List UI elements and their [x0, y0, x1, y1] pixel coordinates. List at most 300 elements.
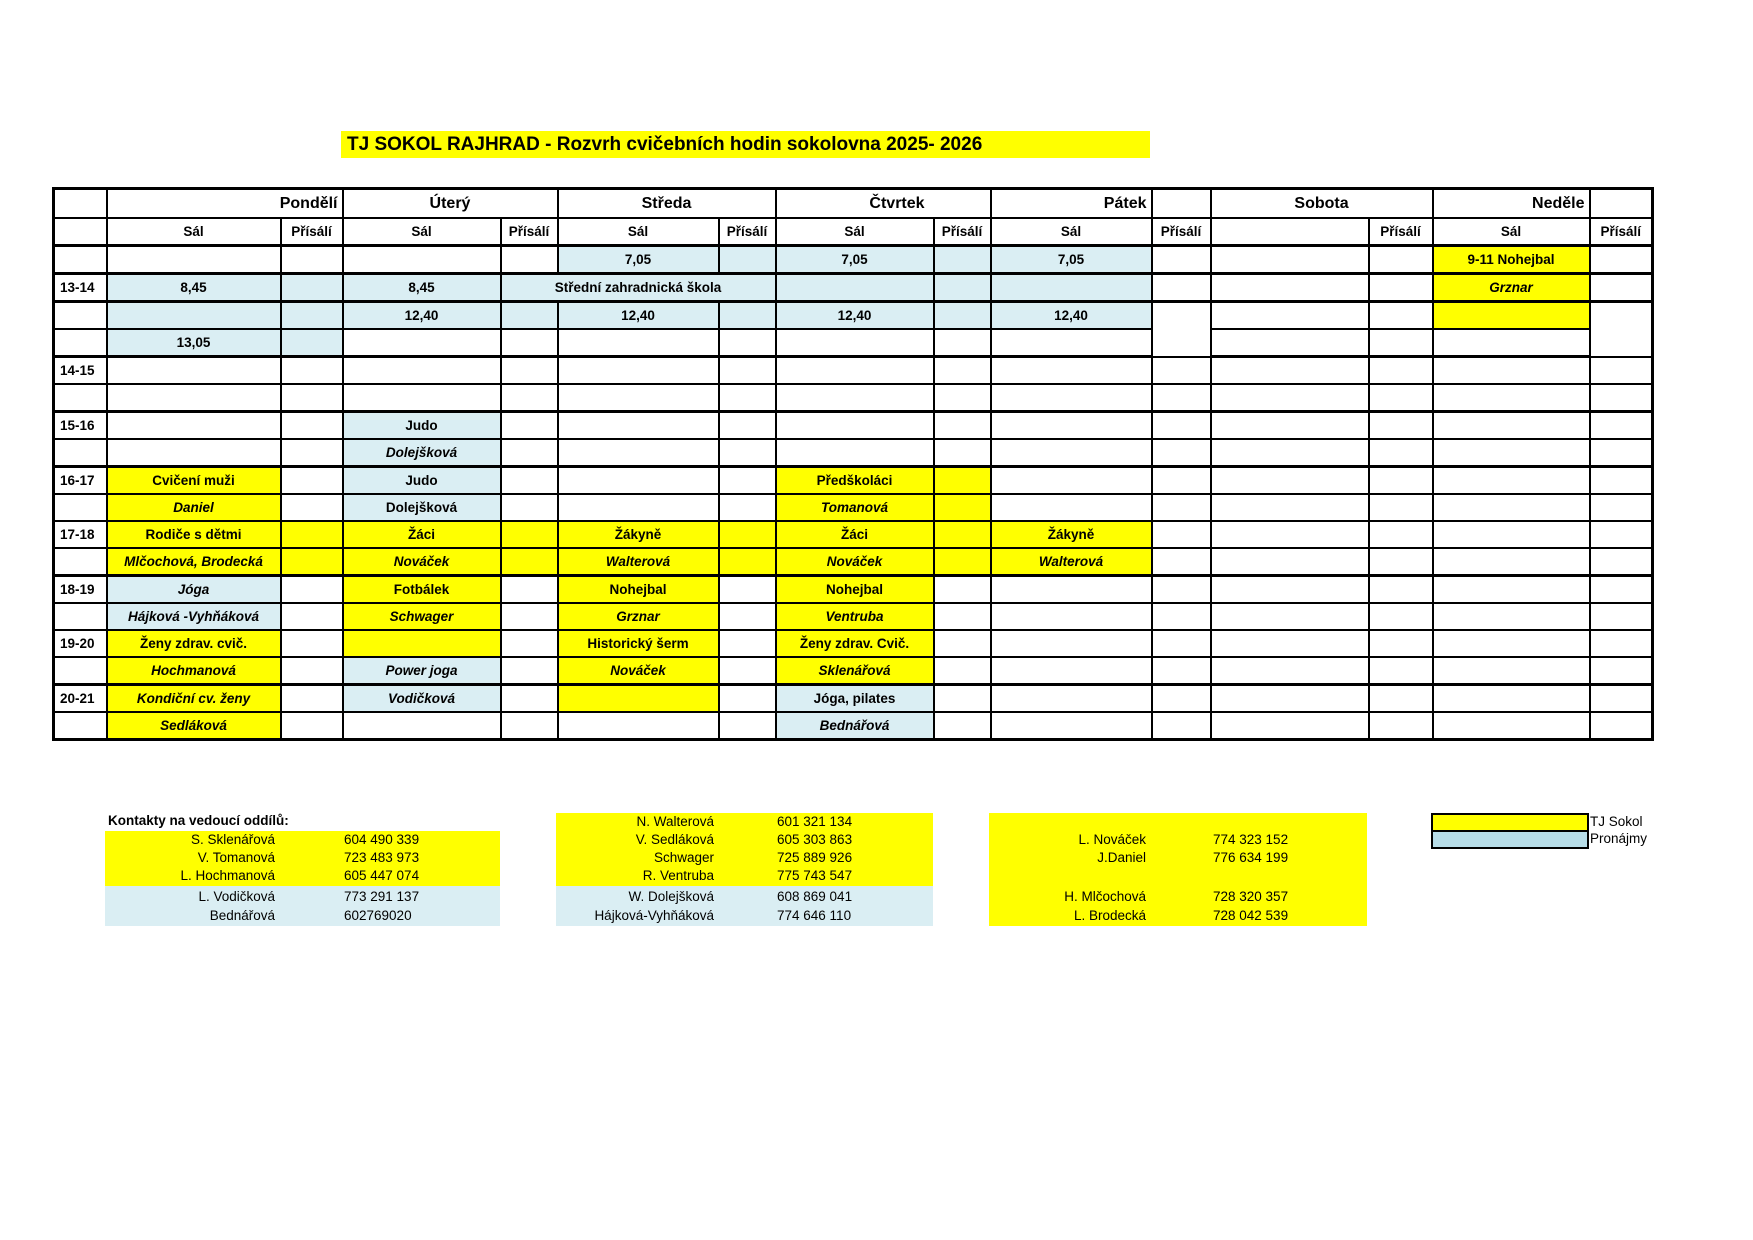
schedule-table — [52, 187, 1654, 741]
schedule-cell — [1211, 521, 1369, 548]
schedule-row — [54, 494, 1653, 521]
schedule-cell — [558, 384, 719, 412]
schedule-cell — [1433, 329, 1590, 357]
schedule-cell — [1211, 439, 1369, 467]
schedule-cell — [934, 603, 991, 630]
contact-phone: 604 490 339 — [344, 832, 420, 847]
schedule-entry: Žáci — [343, 521, 501, 548]
schedule-cell — [991, 657, 1152, 685]
schedule-cell — [558, 467, 719, 495]
schedule-entry: Rodiče s dětmi — [107, 521, 281, 548]
schedule-cell — [281, 357, 343, 385]
schedule-cell — [934, 302, 991, 330]
subheader-sal: Sál — [558, 218, 719, 246]
schedule-cell — [719, 521, 776, 548]
schedule-cell — [1211, 274, 1369, 302]
contact-phone: 725 889 926 — [777, 850, 853, 865]
schedule-entry: Jóga — [107, 576, 281, 604]
schedule-entry: Ženy zdrav. cvič. — [107, 630, 281, 657]
schedule-cell — [1433, 302, 1590, 330]
schedule-entry: Grznar — [1433, 274, 1590, 302]
schedule-cell — [1211, 712, 1369, 740]
schedule-row — [54, 412, 1653, 440]
schedule-cell — [1590, 494, 1653, 521]
schedule-cell — [281, 246, 343, 274]
legend-swatch-pronajmy — [1431, 830, 1589, 849]
schedule-cell — [719, 246, 776, 274]
schedule-cell — [991, 412, 1152, 440]
schedule-cell — [1590, 630, 1653, 657]
contact-phone: 775 743 547 — [777, 868, 853, 883]
schedule-entry: Kondiční cv. ženy — [107, 685, 281, 713]
contact-name: L. Vodičková — [198, 889, 275, 904]
schedule-cell — [719, 302, 776, 330]
schedule-entry: 7,05 — [991, 246, 1152, 274]
schedule-cell — [1152, 521, 1211, 548]
schedule-cell — [1433, 657, 1590, 685]
schedule-cell — [501, 712, 558, 740]
subheader-sal: Sál — [1433, 218, 1590, 246]
schedule-cell — [719, 630, 776, 657]
schedule-cell — [719, 412, 776, 440]
contact-name: V. Tomanová — [197, 850, 275, 865]
schedule-entry: Tomanová — [776, 494, 934, 521]
schedule-cell — [1211, 603, 1369, 630]
schedule-entry: 7,05 — [558, 246, 719, 274]
schedule-cell — [501, 467, 558, 495]
schedule-cell — [934, 329, 991, 357]
schedule-cell — [501, 548, 558, 576]
schedule-cell — [1369, 384, 1433, 412]
schedule-cell — [501, 384, 558, 412]
schedule-cell — [281, 685, 343, 713]
schedule-cell — [719, 576, 776, 604]
schedule-cell — [281, 412, 343, 440]
legend-label-tj-sokol: TJ Sokol — [1590, 814, 1643, 829]
schedule-entry: Nováček — [343, 548, 501, 576]
day-header-blank — [1590, 189, 1653, 219]
schedule-row — [54, 357, 1653, 385]
schedule-entry: Fotbálek — [343, 576, 501, 604]
contact-phone: 773 291 137 — [344, 889, 420, 904]
schedule-cell — [1211, 384, 1369, 412]
schedule-cell — [1590, 357, 1653, 385]
schedule-entry: 12,40 — [558, 302, 719, 330]
schedule-cell — [281, 576, 343, 604]
schedule-cell — [934, 246, 991, 274]
schedule-cell — [1152, 302, 1211, 357]
schedule-entry: Hájková -Vyhňáková — [107, 603, 281, 630]
schedule-cell — [1369, 494, 1433, 521]
schedule-cell — [991, 576, 1152, 604]
schedule-cell — [501, 657, 558, 685]
schedule-cell — [1433, 384, 1590, 412]
schedule-cell — [1152, 657, 1211, 685]
schedule-cell — [1590, 412, 1653, 440]
schedule-cell — [1211, 548, 1369, 576]
schedule-cell — [776, 439, 934, 467]
schedule-entry: Walterová — [991, 548, 1152, 576]
schedule-cell — [934, 384, 991, 412]
subheader-sal: Sál — [343, 218, 501, 246]
schedule-cell — [501, 329, 558, 357]
schedule-cell — [934, 712, 991, 740]
schedule-cell — [343, 384, 501, 412]
schedule-entry: 12,40 — [343, 302, 501, 330]
schedule-row — [54, 467, 1653, 495]
legend-label-pronajmy: Pronájmy — [1590, 831, 1648, 846]
schedule-cell — [1590, 246, 1653, 274]
schedule-cell — [991, 329, 1152, 357]
subheader-prisali: Přísálí — [719, 218, 776, 246]
contact-phone: 605 447 074 — [344, 868, 420, 883]
subheader-prisali: Přísálí — [1590, 218, 1653, 246]
day-header-saturday: Sobota — [1211, 189, 1433, 219]
schedule-cell — [281, 302, 343, 330]
schedule-row — [54, 384, 1653, 412]
day-header-sunday: Neděle — [1433, 189, 1590, 219]
schedule-cell — [1152, 246, 1211, 274]
schedule-cell — [1369, 548, 1433, 576]
day-header-blank — [1152, 189, 1211, 219]
schedule-cell — [1152, 357, 1211, 385]
schedule-cell — [934, 657, 991, 685]
schedule-cell — [991, 712, 1152, 740]
schedule-row — [54, 685, 1653, 713]
day-header-wednesday: Středa — [558, 189, 776, 219]
schedule-cell — [1590, 548, 1653, 576]
time-slot-label: 18-19 — [54, 576, 107, 604]
schedule-cell — [1211, 630, 1369, 657]
schedule-cell — [719, 384, 776, 412]
schedule-cell — [281, 657, 343, 685]
schedule-cell — [1211, 302, 1369, 330]
subheader-prisali: Přísálí — [1369, 218, 1433, 246]
schedule-cell — [558, 712, 719, 740]
contacts-group1-rent-bg — [105, 886, 500, 926]
contact-name: H. Mlčochová — [1064, 889, 1146, 904]
corner-cell — [54, 189, 107, 219]
schedule-cell — [281, 274, 343, 302]
schedule-cell — [281, 521, 343, 548]
schedule-entry: 12,40 — [991, 302, 1152, 330]
schedule-cell — [1211, 657, 1369, 685]
schedule-cell — [1433, 521, 1590, 548]
schedule-entry: 12,40 — [776, 302, 934, 330]
schedule-cell — [54, 302, 107, 330]
contact-name: W. Dolejšková — [628, 889, 714, 904]
schedule-entry: Power joga — [343, 657, 501, 685]
schedule-cell — [558, 329, 719, 357]
schedule-cell — [558, 685, 719, 713]
schedule-entry: Daniel — [107, 494, 281, 521]
contact-name: L. Brodecká — [1073, 908, 1146, 923]
contact-phone: 608 869 041 — [777, 889, 853, 904]
schedule-cell — [1433, 603, 1590, 630]
schedule-cell — [343, 246, 501, 274]
schedule-cell — [1152, 712, 1211, 740]
schedule-cell — [558, 439, 719, 467]
contact-name: N. Walterová — [636, 814, 714, 829]
contact-name: S. Sklenářová — [190, 832, 275, 847]
contact-name: L. Nováček — [1078, 832, 1146, 847]
schedule-cell — [1369, 246, 1433, 274]
schedule-cell — [719, 685, 776, 713]
schedule-cell — [1152, 494, 1211, 521]
schedule-cell — [1369, 685, 1433, 713]
schedule-entry: Sedláková — [107, 712, 281, 740]
schedule-cell — [558, 357, 719, 385]
schedule-cell — [934, 274, 991, 302]
day-header-tuesday: Úterý — [343, 189, 558, 219]
time-slot-label: 17-18 — [54, 521, 107, 548]
schedule-cell — [991, 357, 1152, 385]
schedule-cell — [501, 521, 558, 548]
contact-phone: 601 321 134 — [777, 814, 853, 829]
schedule-cell — [1369, 274, 1433, 302]
schedule-entry: Žákyně — [991, 521, 1152, 548]
schedule-cell — [558, 412, 719, 440]
schedule-entry: Nováček — [776, 548, 934, 576]
schedule-cell — [1433, 494, 1590, 521]
schedule-cell — [107, 384, 281, 412]
schedule-cell — [934, 521, 991, 548]
schedule-cell — [1590, 467, 1653, 495]
schedule-cell — [1152, 274, 1211, 302]
schedule-entry: 7,05 — [776, 246, 934, 274]
schedule-cell — [1152, 384, 1211, 412]
subheader-prisali: Přísálí — [1152, 218, 1211, 246]
schedule-cell — [934, 439, 991, 467]
schedule-cell — [1590, 603, 1653, 630]
schedule-cell — [1211, 685, 1369, 713]
time-slot-label: 16-17 — [54, 467, 107, 495]
schedule-cell — [501, 576, 558, 604]
schedule-cell — [1369, 467, 1433, 495]
schedule-entry: Hochmanová — [107, 657, 281, 685]
schedule-cell — [1152, 439, 1211, 467]
schedule-entry: Nohejbal — [776, 576, 934, 604]
schedule-cell — [719, 357, 776, 385]
contact-phone: 774 646 110 — [777, 908, 852, 923]
contact-phone: 728 320 357 — [1213, 889, 1289, 904]
schedule-entry: Walterová — [558, 548, 719, 576]
schedule-cell — [1369, 576, 1433, 604]
schedule-cell — [501, 603, 558, 630]
schedule-cell — [501, 439, 558, 467]
contact-phone: 723 483 973 — [344, 850, 420, 865]
subheader-blank — [54, 218, 107, 246]
schedule-cell — [1152, 412, 1211, 440]
schedule-cell — [343, 357, 501, 385]
schedule-cell — [1433, 576, 1590, 604]
subheader-sal: Sál — [107, 218, 281, 246]
schedule-cell — [991, 630, 1152, 657]
time-slot-label: 20-21 — [54, 685, 107, 713]
schedule-cell — [343, 630, 501, 657]
schedule-cell — [54, 384, 107, 412]
schedule-entry: Dolejšková — [343, 494, 501, 521]
schedule-cell — [934, 685, 991, 713]
schedule-cell — [1152, 576, 1211, 604]
subheader-sal: Sál — [776, 218, 934, 246]
schedule-cell — [107, 302, 281, 330]
schedule-cell — [54, 712, 107, 740]
subheader-prisali: Přísálí — [501, 218, 558, 246]
schedule-cell — [1590, 657, 1653, 685]
schedule-cell — [719, 712, 776, 740]
schedule-cell — [1433, 412, 1590, 440]
schedule-entry: Grznar — [558, 603, 719, 630]
schedule-cell — [281, 548, 343, 576]
schedule-cell — [719, 439, 776, 467]
schedule-cell — [776, 329, 934, 357]
schedule-cell — [719, 548, 776, 576]
schedule-cell — [1590, 712, 1653, 740]
schedule-cell — [934, 467, 991, 495]
schedule-cell — [1211, 357, 1369, 385]
schedule-cell — [1369, 439, 1433, 467]
schedule-entry: Judo — [343, 412, 501, 440]
schedule-cell — [281, 384, 343, 412]
schedule-cell — [1590, 302, 1653, 357]
schedule-cell — [107, 357, 281, 385]
schedule-cell — [281, 712, 343, 740]
schedule-row — [54, 521, 1653, 548]
contact-phone: 605 303 863 — [777, 832, 853, 847]
schedule-cell — [1433, 548, 1590, 576]
schedule-entry: Ženy zdrav. Cvič. — [776, 630, 934, 657]
schedule-cell — [1152, 685, 1211, 713]
schedule-entry: 8,45 — [343, 274, 501, 302]
schedule-row — [54, 576, 1653, 604]
schedule-cell — [1152, 548, 1211, 576]
time-slot-label: 14-15 — [54, 357, 107, 385]
schedule-cell — [501, 494, 558, 521]
schedule-cell — [281, 630, 343, 657]
schedule-cell — [54, 329, 107, 357]
schedule-row — [54, 548, 1653, 576]
schedule-cell — [1433, 712, 1590, 740]
schedule-entry: Sklenářová — [776, 657, 934, 685]
schedule-cell — [1590, 576, 1653, 604]
schedule-cell — [1152, 467, 1211, 495]
schedule-entry: Judo — [343, 467, 501, 495]
schedule-entry: Mlčochová, Brodecká — [107, 548, 281, 576]
schedule-cell — [1369, 302, 1433, 330]
schedule-cell — [501, 246, 558, 274]
schedule-cell — [1369, 657, 1433, 685]
contact-name: Bednářová — [209, 908, 275, 923]
schedule-cell — [719, 329, 776, 357]
schedule-cell — [1369, 357, 1433, 385]
schedule-cell — [1369, 630, 1433, 657]
schedule-cell — [54, 494, 107, 521]
schedule-cell — [281, 439, 343, 467]
schedule-entry: Žáci — [776, 521, 934, 548]
contact-phone: 774 323 152 — [1213, 832, 1289, 847]
schedule-entry: Historický šerm — [558, 630, 719, 657]
schedule-cell — [934, 630, 991, 657]
schedule-cell — [991, 274, 1152, 302]
schedule-cell — [1211, 576, 1369, 604]
time-slot-label: 13-14 — [54, 274, 107, 302]
schedule-cell — [991, 685, 1152, 713]
schedule-cell — [991, 494, 1152, 521]
schedule-cell — [1590, 274, 1653, 302]
schedule-entry: 13,05 — [107, 329, 281, 357]
schedule-cell — [776, 412, 934, 440]
contact-name: V. Sedláková — [635, 832, 714, 847]
schedule-cell — [501, 302, 558, 330]
schedule-entry: Dolejšková — [343, 439, 501, 467]
schedule-cell — [934, 494, 991, 521]
schedule-cell — [719, 603, 776, 630]
schedule-cell — [281, 494, 343, 521]
contact-phone: 728 042 539 — [1213, 908, 1289, 923]
schedule-cell — [1433, 439, 1590, 467]
contact-name: Hájková-Vyhňáková — [594, 908, 714, 923]
schedule-row — [54, 657, 1653, 685]
schedule-cell — [501, 412, 558, 440]
schedule-cell — [991, 603, 1152, 630]
schedule-cell — [991, 384, 1152, 412]
schedule-cell — [1211, 246, 1369, 274]
schedule-cell — [1590, 439, 1653, 467]
schedule-cell — [719, 494, 776, 521]
subheader-prisali: Přísálí — [934, 218, 991, 246]
schedule-cell — [107, 412, 281, 440]
schedule-cell — [1152, 603, 1211, 630]
schedule-cell — [934, 412, 991, 440]
schedule-cell — [1369, 521, 1433, 548]
schedule-cell — [1211, 412, 1369, 440]
schedule-cell — [343, 329, 501, 357]
schedule-row — [54, 274, 1653, 302]
schedule-cell — [719, 657, 776, 685]
schedule-cell — [1211, 494, 1369, 521]
schedule-cell — [281, 603, 343, 630]
schedule-entry: Nováček — [558, 657, 719, 685]
schedule-cell — [501, 630, 558, 657]
day-header-thursday: Čtvrtek — [776, 189, 991, 219]
schedule-cell — [1369, 329, 1433, 357]
schedule-cell — [107, 439, 281, 467]
schedule-cell — [1369, 603, 1433, 630]
schedule-entry: Schwager — [343, 603, 501, 630]
contacts-group3-sokol-bg — [989, 813, 1367, 926]
schedule-row — [54, 246, 1653, 274]
subheader-blank — [1211, 218, 1369, 246]
schedule-cell — [281, 467, 343, 495]
schedule-row — [54, 712, 1653, 740]
schedule-cell — [343, 712, 501, 740]
day-header-monday: Pondělí — [107, 189, 343, 219]
schedule-cell — [1152, 630, 1211, 657]
schedule-cell — [991, 439, 1152, 467]
schedule-cell — [54, 246, 107, 274]
schedule-row — [54, 439, 1653, 467]
contacts-group1-sokol-bg — [105, 831, 500, 886]
schedule-cell — [1211, 329, 1369, 357]
schedule-cell — [501, 685, 558, 713]
schedule-cell — [558, 494, 719, 521]
schedule-row — [54, 302, 1653, 330]
schedule-cell — [719, 467, 776, 495]
schedule-entry: Nohejbal — [558, 576, 719, 604]
contact-name: L. Hochmanová — [180, 868, 275, 883]
schedule-cell — [501, 357, 558, 385]
